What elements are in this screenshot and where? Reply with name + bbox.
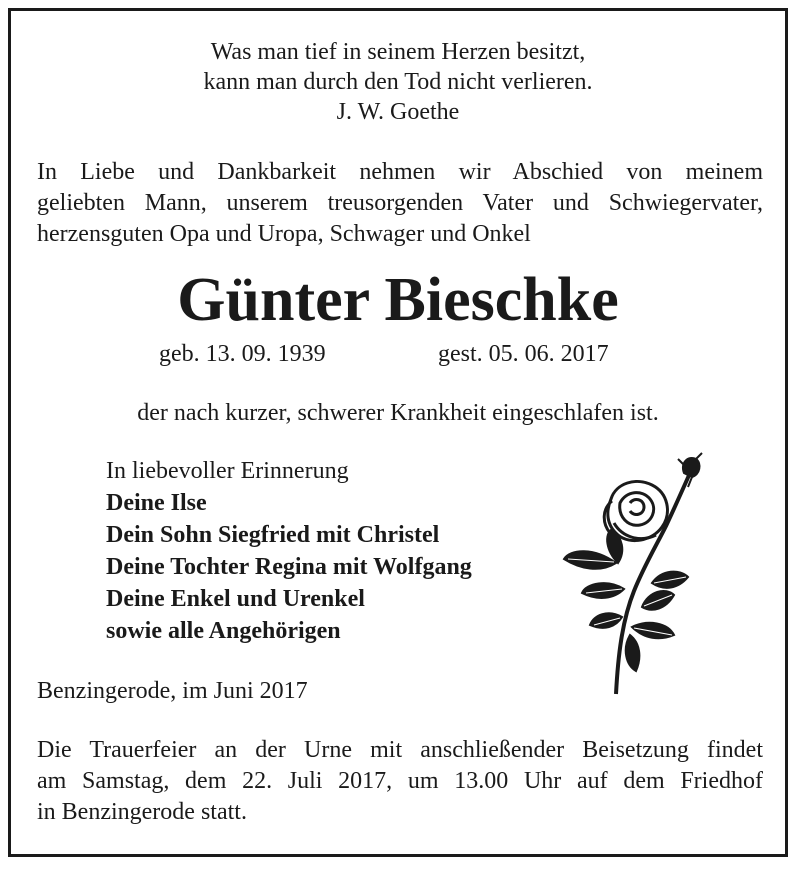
funeral-line-2: am Samstag, dem 22. Juli 2017, um 13.00 Uhr auf dem Friedhof bbox=[37, 768, 763, 794]
intro-line-2: geliebten Mann, unserem treusorgenden Vater und Schwiegervater, bbox=[37, 190, 763, 216]
place-date: Benzingerode, im Juni 2017 bbox=[37, 678, 308, 704]
funeral-line-3: in Benzingerode statt. bbox=[37, 799, 247, 825]
mourner-line: Deine Ilse bbox=[106, 490, 207, 516]
mourner-line: Dein Sohn Siegfried mit Christel bbox=[106, 522, 440, 548]
quote-line-2: kann man durch den Tod nicht verlieren. bbox=[203, 69, 593, 95]
intro-line-1: In Liebe und Dankbarkeit nehmen wir Abschied von meinem bbox=[37, 159, 763, 185]
deceased-name: Günter Bieschke bbox=[177, 266, 619, 334]
funeral-line-1: Die Trauerfeier an der Urne mit anschließender Beisetzung findet bbox=[37, 737, 763, 763]
mourner-line: Deine Enkel und Urenkel bbox=[106, 586, 365, 612]
birth-date: geb. 13. 09. 1939 bbox=[159, 341, 326, 367]
mourner-line: sowie alle Angehörigen bbox=[106, 618, 341, 644]
intro-line-3: herzensguten Opa und Uropa, Schwager und Onkel bbox=[37, 221, 531, 247]
quote-line-1: Was man tief in seinem Herzen besitzt, bbox=[210, 39, 586, 65]
remembrance-heading: In liebevoller Erinnerung bbox=[106, 458, 349, 484]
obituary-notice bbox=[8, 8, 788, 857]
rose-icon bbox=[556, 451, 721, 696]
quote-author: J. W. Goethe bbox=[336, 99, 460, 125]
death-date: gest. 05. 06. 2017 bbox=[438, 341, 609, 367]
passing-text: der nach kurzer, schwerer Krankheit eingeschlafen ist. bbox=[137, 400, 659, 426]
mourner-line: Deine Tochter Regina mit Wolfgang bbox=[106, 554, 472, 580]
